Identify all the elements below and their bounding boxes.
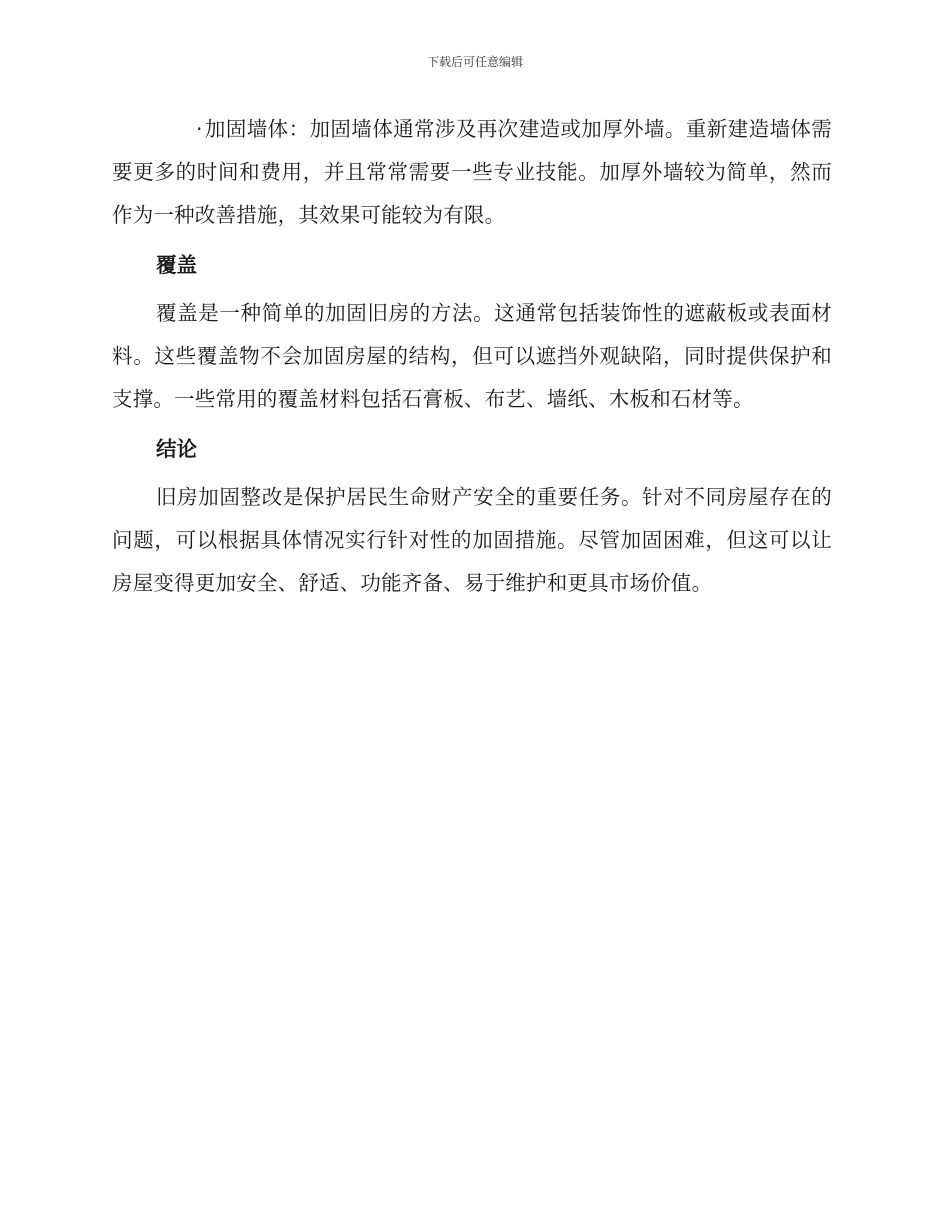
- cover-paragraph: 覆盖是一种简单的加固旧房的方法。这通常包括装饰性的遮蔽板或表面材料。这些覆盖物不会加固房屋的结构，但可以遮挡外观缺陷，同时提供保护和支撑。一些常用的覆盖材料包括石膏板、布艺、墙纸、木板和石材等。: [112, 301, 832, 411]
- wall-reinforcement-paragraph: [112, 108, 832, 237]
- conclusion-paragraph: 旧房加固整改是保护居民生命财产安全的重要任务。针对不同房屋存在的问题，可以根据具体情况实行针对性的加固措施。尽管加固困难，但这可以让房屋变得更加安全、舒适、功能齐备、易于维护和更具市场价值。: [112, 485, 832, 595]
- conclusion-heading: 结论: [156, 437, 197, 461]
- bullet-marker: ·: [196, 117, 203, 141]
- page-header: 下载后可任意编辑: [426, 55, 523, 69]
- cover-heading: 覆盖: [156, 253, 197, 277]
- wall-reinforcement-text: 加固墙体：加固墙体通常涉及再次建造或加厚外墙。重新建造墙体需要更多的时间和费用，并且常常需要一些专业技能。加厚外墙较为简单，然而作为一种改善措施，其效果可能较为有限。: [112, 117, 832, 227]
- document-body: [112, 108, 832, 605]
